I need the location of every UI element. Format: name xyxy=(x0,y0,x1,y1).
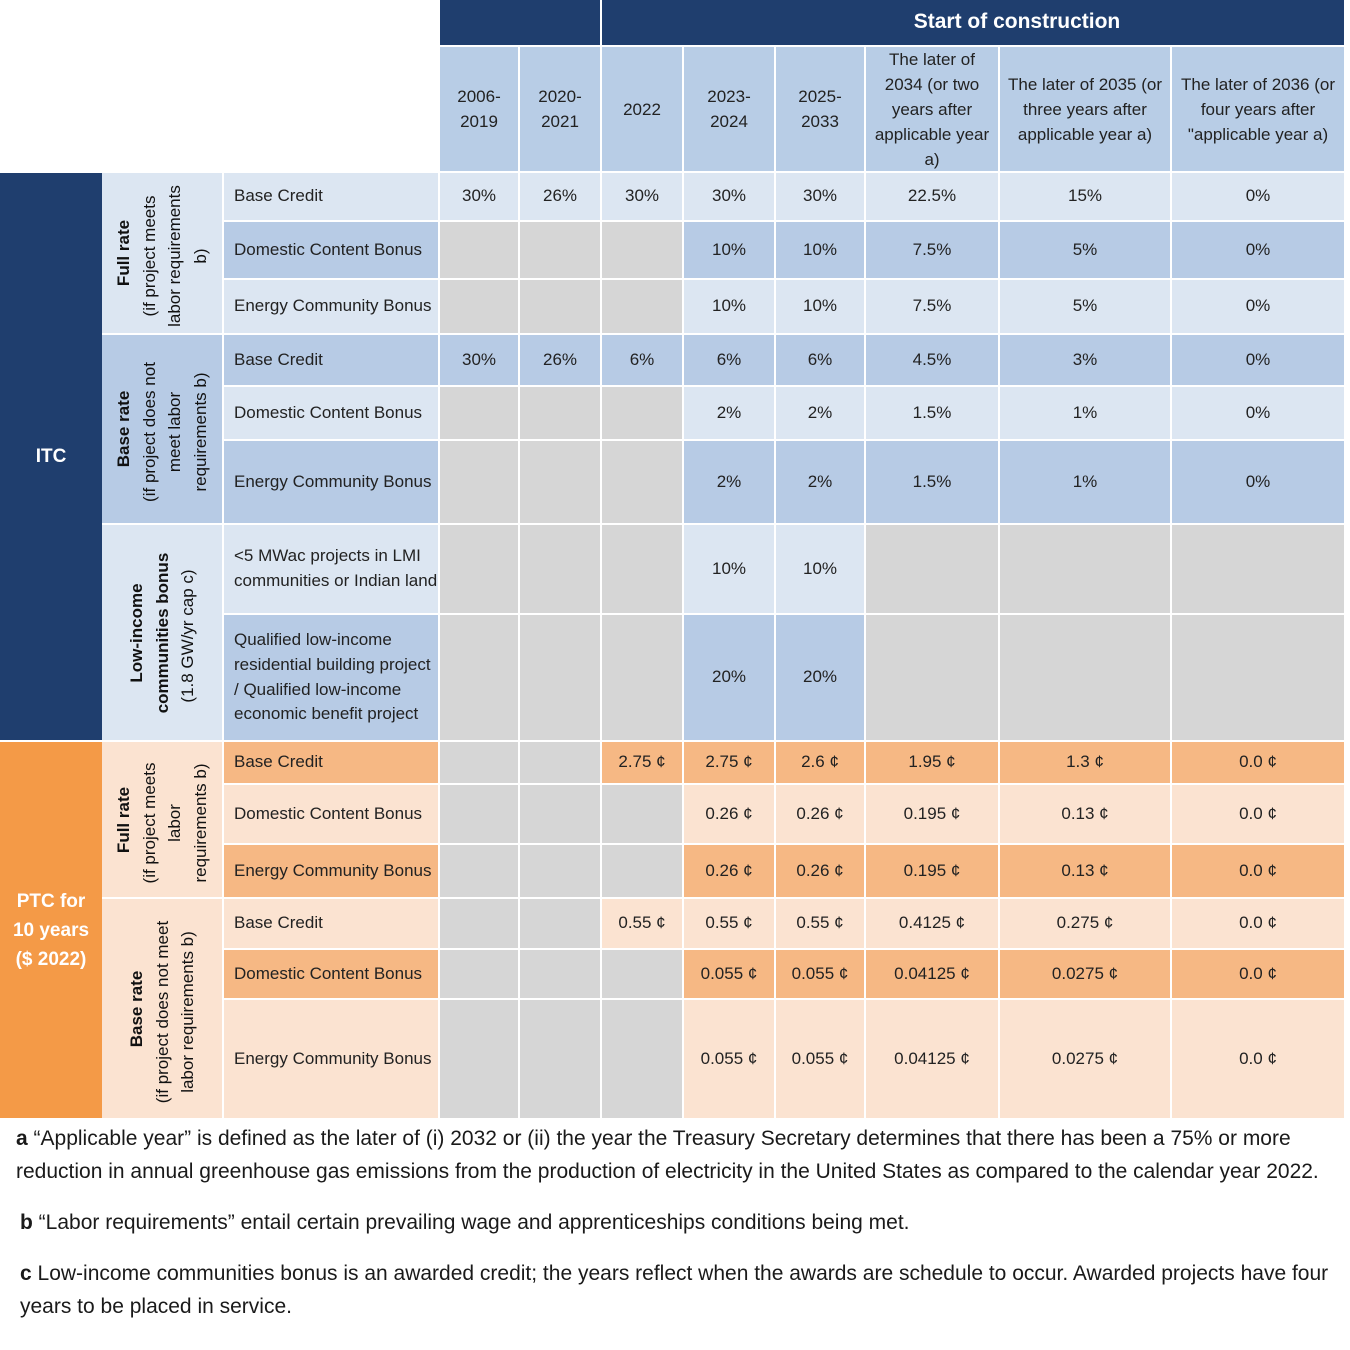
value-cell xyxy=(520,387,602,441)
column-header: The later of 2036 (or four years after "applicable year a) xyxy=(1172,47,1346,173)
value-cell: 1.95 ¢ xyxy=(866,742,1000,785)
value-cell: 1% xyxy=(1000,387,1172,441)
value-cell xyxy=(520,899,602,950)
group-subtitle: (if project does not meet labor requirements b) xyxy=(139,362,210,502)
value-cell: 0.55 ¢ xyxy=(602,899,684,950)
header-group-title: Start of construction xyxy=(440,0,1346,47)
value-cell xyxy=(440,742,520,785)
value-cell: 0.0 ¢ xyxy=(1172,1000,1346,1120)
value-cell: 22.5% xyxy=(866,173,1000,222)
section-label: ITC xyxy=(0,173,102,742)
value-cell: 0.0 ¢ xyxy=(1172,899,1346,950)
row-label: Energy Community Bonus xyxy=(224,280,440,335)
value-cell: 0.26 ¢ xyxy=(684,845,776,899)
value-cell xyxy=(440,899,520,950)
footnote-c: c Low-income communities bonus is an awarded credit; the years reflect when the awards are schedule to occur. Awarded projects have four years to be placed in service. xyxy=(20,1262,1329,1318)
value-cell xyxy=(520,615,602,742)
column-header: 2023- 2024 xyxy=(684,47,776,173)
value-cell: 0% xyxy=(1172,441,1346,525)
row-label: Energy Community Bonus xyxy=(224,845,440,899)
value-cell: 0.0275 ¢ xyxy=(1000,1000,1172,1120)
value-cell xyxy=(520,525,602,615)
value-cell xyxy=(1172,615,1346,742)
value-cell xyxy=(602,441,684,525)
group-subtitle: (if project meets labor requirements b) xyxy=(139,185,210,327)
value-cell: 0.26 ¢ xyxy=(684,785,776,845)
value-cell: 1.3 ¢ xyxy=(1000,742,1172,785)
value-cell: 0% xyxy=(1172,173,1346,222)
group-label-text xyxy=(124,903,201,1114)
footnote-b: b “Labor requirements” entail certain prevailing wage and apprenticeships conditions being met. xyxy=(20,1211,910,1234)
value-cell: 0% xyxy=(1172,280,1346,335)
value-cell xyxy=(602,845,684,899)
group-title: Full rate xyxy=(114,219,133,287)
value-cell: 10% xyxy=(776,222,866,280)
value-cell: 26% xyxy=(520,335,602,387)
row-label: Energy Community Bonus xyxy=(224,441,440,525)
value-cell: 26% xyxy=(520,173,602,222)
group-label xyxy=(102,173,224,335)
row-label: Base Credit xyxy=(224,335,440,387)
value-cell xyxy=(520,785,602,845)
value-cell xyxy=(440,785,520,845)
value-cell: 2% xyxy=(776,387,866,441)
value-cell: 5% xyxy=(1000,280,1172,335)
value-cell: 0.04125 ¢ xyxy=(866,950,1000,1000)
value-cell: 6% xyxy=(684,335,776,387)
value-cell: 6% xyxy=(776,335,866,387)
value-cell xyxy=(520,1000,602,1120)
row-label: Base Credit xyxy=(224,173,440,222)
value-cell xyxy=(520,742,602,785)
value-cell: 10% xyxy=(776,280,866,335)
group-label-text xyxy=(124,529,201,736)
value-cell: 0.13 ¢ xyxy=(1000,785,1172,845)
value-cell: 0.55 ¢ xyxy=(776,899,866,950)
value-cell: 10% xyxy=(776,525,866,615)
value-cell: 0% xyxy=(1172,335,1346,387)
value-cell xyxy=(520,845,602,899)
value-cell xyxy=(440,950,520,1000)
value-cell xyxy=(1000,615,1172,742)
value-cell: 0.0 ¢ xyxy=(1172,950,1346,1000)
value-cell: 2% xyxy=(776,441,866,525)
value-cell: 2% xyxy=(684,441,776,525)
value-cell: 4.5% xyxy=(866,335,1000,387)
value-cell: 6% xyxy=(602,335,684,387)
value-cell xyxy=(440,387,520,441)
footnote-a: a “Applicable year” is defined as the later of (i) 2032 or (ii) the year the Treasury Secretary determines that there has been a 75% or more reduction in annual greenhouse gas emissions from the production of electricity in the United States as compared to the calendar year 2022. xyxy=(16,1127,1319,1183)
value-cell xyxy=(440,1000,520,1120)
value-cell xyxy=(440,615,520,742)
value-cell xyxy=(866,525,1000,615)
value-cell xyxy=(520,280,602,335)
value-cell: 0.055 ¢ xyxy=(684,1000,776,1120)
value-cell: 1.5% xyxy=(866,441,1000,525)
value-cell xyxy=(520,441,602,525)
value-cell: 30% xyxy=(440,173,520,222)
value-cell: 0.055 ¢ xyxy=(776,950,866,1000)
column-header: The later of 2034 (or two years after applicable year a) xyxy=(866,47,1000,173)
group-label-text xyxy=(111,339,213,519)
value-cell: 2.6 ¢ xyxy=(776,742,866,785)
group-subtitle: (if project meets labor requirements b) xyxy=(139,762,210,883)
value-cell: 0.055 ¢ xyxy=(776,1000,866,1120)
value-cell: 20% xyxy=(684,615,776,742)
value-cell: 0.04125 ¢ xyxy=(866,1000,1000,1120)
group-subtitle: (1.8 GW/yr cap c) xyxy=(177,568,197,703)
value-cell: 30% xyxy=(684,173,776,222)
row-label: <5 MWac projects in LMI communities or Indian land xyxy=(224,525,440,615)
value-cell: 0% xyxy=(1172,222,1346,280)
row-label: Domestic Content Bonus xyxy=(224,950,440,1000)
value-cell: 0.0 ¢ xyxy=(1172,742,1346,785)
value-cell: 0.0 ¢ xyxy=(1172,845,1346,899)
column-header: 2006- 2019 xyxy=(440,47,520,173)
value-cell: 30% xyxy=(602,173,684,222)
value-cell: 0.275 ¢ xyxy=(1000,899,1172,950)
value-cell: 1.5% xyxy=(866,387,1000,441)
value-cell: 0.4125 ¢ xyxy=(866,899,1000,950)
value-cell: 2% xyxy=(684,387,776,441)
value-cell: 10% xyxy=(684,280,776,335)
row-label: Energy Community Bonus xyxy=(224,1000,440,1120)
value-cell: 0% xyxy=(1172,387,1346,441)
group-label xyxy=(102,335,224,525)
value-cell: 5% xyxy=(1000,222,1172,280)
value-cell: 7.5% xyxy=(866,222,1000,280)
value-cell: 2.75 ¢ xyxy=(602,742,684,785)
row-label: Domestic Content Bonus xyxy=(224,222,440,280)
row-label: Base Credit xyxy=(224,742,440,785)
header-title-left-band xyxy=(440,0,602,47)
value-cell: 20% xyxy=(776,615,866,742)
group-title: Base rate xyxy=(126,970,146,1047)
value-cell: 0.195 ¢ xyxy=(866,845,1000,899)
value-cell: 30% xyxy=(440,335,520,387)
value-cell xyxy=(1172,525,1346,615)
row-label: Domestic Content Bonus xyxy=(224,785,440,845)
footnotes xyxy=(16,1122,1336,1323)
group-title: Base rate xyxy=(114,390,133,468)
column-header: 2025- 2033 xyxy=(776,47,866,173)
value-cell: 0.13 ¢ xyxy=(1000,845,1172,899)
column-header: The later of 2035 (or three years after applicable year a) xyxy=(1000,47,1172,173)
value-cell xyxy=(602,222,684,280)
value-cell: 2.75 ¢ xyxy=(684,742,776,785)
value-cell xyxy=(602,785,684,845)
value-cell xyxy=(520,222,602,280)
value-cell xyxy=(440,280,520,335)
value-cell: 0.055 ¢ xyxy=(684,950,776,1000)
group-title: Full rate xyxy=(114,786,133,853)
group-subtitle: (if project does not meet labor requirements b) xyxy=(152,920,197,1103)
value-cell: 0.55 ¢ xyxy=(684,899,776,950)
value-cell: 10% xyxy=(684,525,776,615)
value-cell xyxy=(440,222,520,280)
column-header: 2020- 2021 xyxy=(520,47,602,173)
value-cell: 30% xyxy=(776,173,866,222)
value-cell xyxy=(440,845,520,899)
group-label xyxy=(102,742,224,899)
value-cell: 0.26 ¢ xyxy=(776,785,866,845)
column-header: 2022 xyxy=(602,47,684,173)
value-cell xyxy=(440,525,520,615)
value-cell xyxy=(602,525,684,615)
value-cell xyxy=(1000,525,1172,615)
group-title: Low-income communities bonus xyxy=(126,552,172,713)
value-cell xyxy=(602,950,684,1000)
value-cell: 0.0275 ¢ xyxy=(1000,950,1172,1000)
value-cell xyxy=(602,1000,684,1120)
value-cell xyxy=(520,950,602,1000)
value-cell: 0.0 ¢ xyxy=(1172,785,1346,845)
value-cell: 0.26 ¢ xyxy=(776,845,866,899)
value-cell xyxy=(602,280,684,335)
row-label: Domestic Content Bonus xyxy=(224,387,440,441)
value-cell xyxy=(866,615,1000,742)
value-cell: 0.195 ¢ xyxy=(866,785,1000,845)
group-label xyxy=(102,899,224,1120)
value-cell: 3% xyxy=(1000,335,1172,387)
group-label-text xyxy=(111,177,213,329)
value-cell: 1% xyxy=(1000,441,1172,525)
value-cell: 15% xyxy=(1000,173,1172,222)
value-cell xyxy=(602,615,684,742)
group-label-text xyxy=(111,746,213,893)
row-label: Base Credit xyxy=(224,899,440,950)
value-cell xyxy=(440,441,520,525)
group-label xyxy=(102,525,224,742)
section-label: PTC for 10 years ($ 2022) xyxy=(0,742,102,1120)
value-cell xyxy=(602,387,684,441)
row-label: Qualified low-income residential building project / Qualified low-income economic benefit project xyxy=(224,615,440,742)
value-cell: 10% xyxy=(684,222,776,280)
value-cell: 7.5% xyxy=(866,280,1000,335)
